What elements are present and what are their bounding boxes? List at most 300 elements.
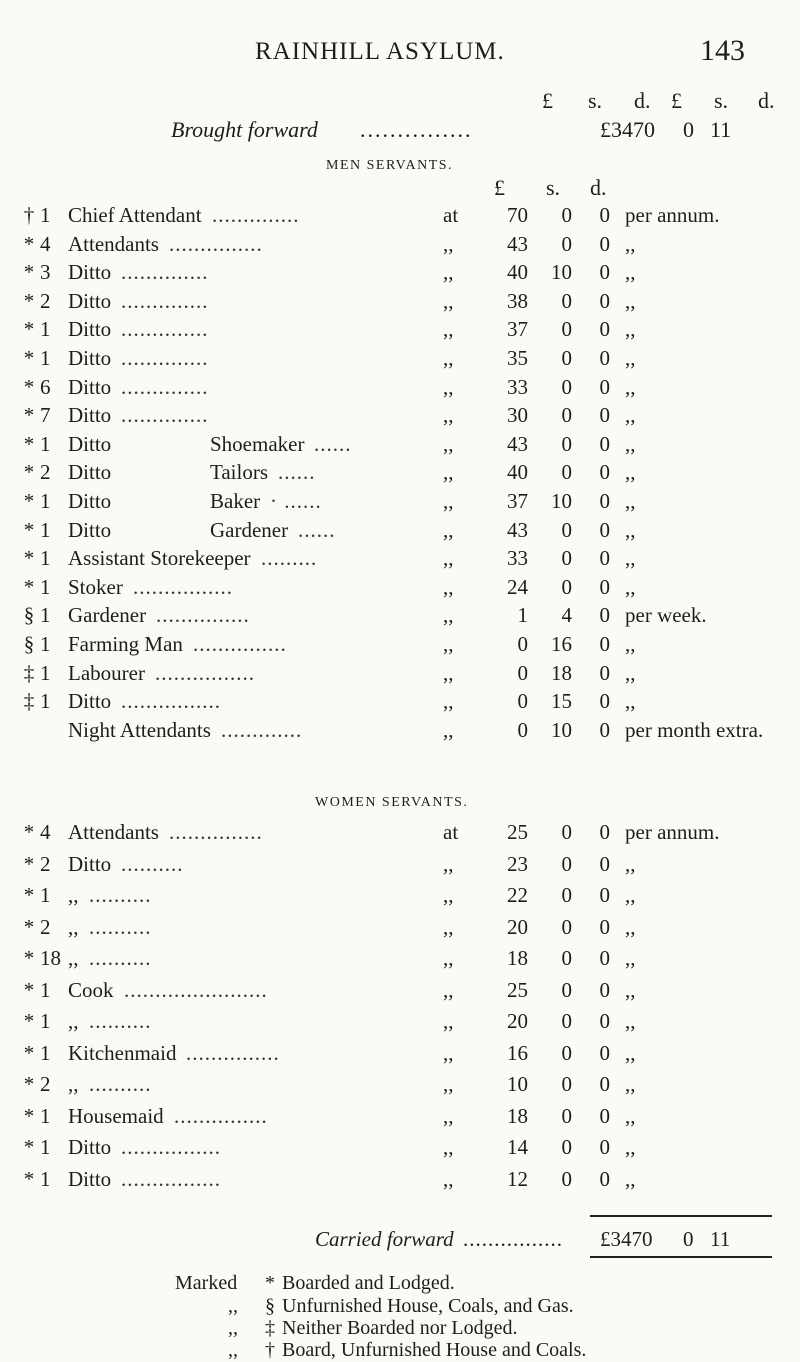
entry-pounds: 38 [507,288,528,313]
brought-forward-label: Brought forward [171,117,318,142]
dot-leader: ............... [186,1040,280,1065]
entry-rate-word: at [443,820,459,844]
entry-pence: 0 [599,914,610,939]
entry-rate-word: at [443,203,459,227]
entry-rate-word: ,, [443,1166,454,1191]
entry-period: ,, [625,288,636,313]
entry-shillings: 0 [561,820,572,844]
note-text: Board, Unfurnished House and Coals. [282,1339,587,1361]
dot-leader: .......... [89,1009,152,1033]
brought-forward-leader: ............... [360,117,473,142]
entry-period: ,, [625,689,636,714]
entry-shillings: 0 [561,1072,572,1096]
entry-shillings: 0 [561,317,572,342]
entry-shillings: 10 [551,489,572,513]
entry-rate-word: ,, [443,689,454,714]
note-text: Boarded and Lodged. [282,1272,455,1294]
entry-trade: Shoemaker [210,431,305,456]
entry-pounds: 14 [507,1135,528,1159]
dot-leader: .............. [212,203,300,227]
entry-rate-word: ,, [443,1135,454,1159]
entry-description: Attendants [68,231,159,256]
entry-period: ,, [625,1040,636,1065]
entry-description: Labourer [68,660,145,685]
entry-period: per month extra. [625,717,764,742]
entry-description: ,, [68,914,79,939]
entry-shillings: 0 [561,946,572,970]
running-header: RAINHILL ASYLUM. [255,38,505,65]
entry-description: Ditto [68,517,112,542]
entry-description: ,, [68,1072,79,1096]
entry-shillings: 0 [561,288,572,313]
entry-pounds: 43 [507,231,528,256]
entry-pence: 0 [599,1166,610,1191]
note-ditto: ,, [228,1295,238,1317]
entry-pence: 0 [599,603,610,628]
entry-rate-word: ,, [443,914,454,939]
table-row [0,1072,800,1102]
entry-rate-word: ,, [443,883,454,907]
entry-period: ,, [625,460,636,485]
entry-mark: † [23,203,35,227]
entry-pence: 0 [599,632,610,656]
entry-mark: * [23,574,35,599]
note-text: Unfurnished House, Coals, and Gas. [282,1295,574,1317]
pence-heading: d. [634,88,651,113]
entry-mark: * [23,431,35,456]
dot-leader: .......... [89,914,152,939]
entry-count: 1 [40,489,51,513]
table-row [0,820,800,850]
carried-forward-shillings: 0 [683,1227,694,1251]
entry-period: ,, [625,517,636,542]
entry-description: Cook [68,977,114,1002]
entry-pounds: 43 [507,517,528,542]
table-row [0,232,800,262]
entry-description: Farming Man [68,632,183,656]
entry-mark: * [23,946,35,970]
entry-shillings: 18 [551,660,572,685]
entry-description: Housemaid [68,1103,164,1128]
table-row [0,632,800,662]
entry-pence: 0 [599,346,610,370]
entry-count: 2 [40,460,51,485]
pence-heading-total: d. [758,88,775,113]
entry-period: ,, [625,1072,636,1096]
entry-count: 1 [40,603,51,628]
entry-mark: * [23,1166,35,1191]
table-row [0,883,800,913]
note-text: Neither Boarded nor Lodged. [282,1317,518,1339]
entry-shillings: 0 [561,1009,572,1033]
entry-pounds: 35 [507,346,528,370]
entry-pence: 0 [599,203,610,227]
dot-leader: ...... [298,517,336,542]
carried-forward-leader: ................ [463,1227,563,1251]
entry-shillings: 4 [561,603,572,628]
dot-leader: ...... [314,431,352,456]
entry-description: Ditto [68,851,112,876]
entry-count: 1 [40,203,51,227]
entry-mark: * [23,914,35,939]
entry-count: 2 [40,851,51,876]
table-row [0,289,800,319]
entry-rate-word: ,, [443,317,454,342]
entry-mark: * [23,851,35,876]
women-servants-heading: WOMEN SERVANTS. [315,795,469,810]
entry-shillings: 0 [561,1103,572,1128]
entry-pounds: 30 [507,403,528,428]
dot-leader: ...... [278,460,316,485]
note-symbol: * [265,1272,275,1294]
brought-forward-shillings: 0 [683,117,694,142]
shillings-heading: s. [588,88,603,113]
entry-pounds: 33 [507,374,528,399]
table-row [0,518,800,548]
dot-leader: .............. [121,403,209,428]
pounds-heading: £ [542,88,553,113]
entry-rate-word: ,, [443,546,454,571]
entry-period: ,, [625,546,636,571]
page-number: 143 [700,34,745,67]
entry-rate-word: ,, [443,1009,454,1033]
table-row [0,661,800,691]
dot-leader: .............. [121,346,209,370]
entry-pounds: 37 [507,489,528,513]
dot-leader: ............... [169,231,263,256]
note-symbol: † [265,1339,275,1361]
entry-pounds: 0 [517,717,528,742]
table-row [0,852,800,882]
dot-leader: ............. [221,717,303,742]
table-row [0,915,800,945]
entry-count: 1 [40,883,51,907]
entry-period: ,, [625,431,636,456]
entry-description: Ditto [68,288,112,313]
entry-count: 1 [40,689,51,714]
dot-leader: ............... [169,820,263,844]
note-ditto: ,, [228,1339,238,1361]
entry-mark: * [23,1009,35,1033]
entry-count: 18 [40,946,61,970]
entry-period: ,, [625,403,636,428]
entry-rate-word: ,, [443,1072,454,1096]
entry-rate-word: ,, [443,489,454,513]
entry-pounds: 10 [507,1072,528,1096]
entry-count: 1 [40,574,51,599]
entry-mark: * [23,374,35,399]
entry-count: 1 [40,1135,51,1159]
entry-description: Ditto [68,1166,112,1191]
entry-description: Ditto [68,403,112,428]
table-row [0,946,800,976]
entry-rate-word: ,, [443,346,454,370]
entry-mark: * [23,317,35,342]
entry-shillings: 0 [561,1166,572,1191]
entry-description: ,, [68,1009,79,1033]
entry-description: Attendants [68,820,159,844]
table-row [0,346,800,376]
entry-description: Ditto [68,346,112,370]
entry-description: Kitchenmaid [68,1040,177,1065]
entry-period: ,, [625,574,636,599]
entry-period: ,, [625,977,636,1002]
carried-forward-pence: 11 [710,1227,731,1251]
dot-leader: ............... [156,603,250,628]
entry-pounds: 37 [507,317,528,342]
entry-rate-word: ,, [443,574,454,599]
entry-pence: 0 [599,231,610,256]
entry-period: ,, [625,914,636,939]
entry-shillings: 10 [551,260,572,285]
entry-pounds: 40 [507,460,528,485]
entry-pounds: 24 [507,574,528,599]
entry-trade: Gardener [210,517,289,542]
brought-forward-pounds: £3470 [600,117,655,142]
entry-period: ,, [625,231,636,256]
entry-count: 1 [40,977,51,1002]
table-row [0,460,800,490]
entry-count: 1 [40,517,51,542]
entry-rate-word: ,, [443,1103,454,1128]
entry-shillings: 0 [561,203,572,227]
entry-mark: * [23,231,35,256]
brought-forward-pence: 11 [710,117,732,142]
table-row [0,203,800,233]
entry-pence: 0 [599,1072,610,1096]
men-shillings-heading: s. [546,175,561,200]
note-symbol: ‡ [265,1317,275,1339]
entry-shillings: 0 [561,546,572,571]
entry-pounds: 33 [507,546,528,571]
entry-mark: * [23,977,35,1002]
total-rule-bottom [590,1256,772,1258]
entry-rate-word: ,, [443,851,454,876]
entry-pence: 0 [599,517,610,542]
dot-leader: ................ [121,689,221,714]
entry-count: 1 [40,1103,51,1128]
dot-leader: .......... [121,851,184,876]
entry-description: Chief Attendant [68,203,202,227]
dot-leader: ................ [121,1166,221,1191]
entry-pounds: 20 [507,914,528,939]
entry-mark: * [23,1072,35,1096]
dot-leader: ......... [261,546,318,571]
entry-pence: 0 [599,1040,610,1065]
entry-shillings: 0 [561,851,572,876]
entry-count: 4 [40,820,51,844]
entry-mark: * [23,1103,35,1128]
entry-count: 2 [40,1072,51,1096]
entry-mark: * [23,288,35,313]
entry-mark: § [23,632,35,656]
entry-pounds: 25 [507,820,528,844]
entry-rate-word: ,, [443,946,454,970]
dot-leader: .......... [89,883,152,907]
entry-pence: 0 [599,946,610,970]
entry-period: ,, [625,374,636,399]
entry-count: 2 [40,288,51,313]
table-row [0,546,800,576]
table-row [0,1009,800,1039]
entry-shillings: 15 [551,689,572,714]
dot-leader: ................ [121,1135,221,1159]
dot-leader: .............. [121,317,209,342]
entry-shillings: 0 [561,883,572,907]
entry-pence: 0 [599,574,610,599]
entry-pounds: 16 [507,1040,528,1065]
entry-description: ,, [68,946,79,970]
entry-shillings: 0 [561,517,572,542]
entry-shillings: 0 [561,346,572,370]
entry-description: Ditto [68,689,112,714]
entry-pounds: 1 [517,603,528,628]
entry-pence: 0 [599,851,610,876]
entry-period: ,, [625,260,636,285]
pounds-heading-total: £ [671,88,682,113]
entry-mark: * [23,517,35,542]
entry-mark: * [23,883,35,907]
entry-pounds: 25 [507,977,528,1002]
entry-mark: § [23,603,35,628]
entry-pounds: 0 [517,660,528,685]
table-row [0,689,800,719]
entry-shillings: 0 [561,431,572,456]
entry-pence: 0 [599,883,610,907]
dot-leader: .............. [121,260,209,285]
entry-pence: 0 [599,374,610,399]
entry-rate-word: ,, [443,632,454,656]
entry-trade: Baker [210,489,261,513]
entry-mark: * [23,260,35,285]
entry-shillings: 0 [561,1040,572,1065]
entry-description: Ditto [68,374,112,399]
entry-period: per annum. [625,820,720,844]
entry-rate-word: ,, [443,403,454,428]
entry-count: 1 [40,1040,51,1065]
table-row [0,718,800,748]
notes-lead: Marked [175,1272,238,1294]
entry-mark: * [23,546,35,571]
entry-pounds: 12 [507,1166,528,1191]
entry-mark: * [23,346,35,370]
entry-pounds: 0 [517,689,528,714]
entry-count: 1 [40,632,51,656]
entry-pence: 0 [599,431,610,456]
entry-description: Ditto [68,460,112,485]
entry-period: ,, [625,946,636,970]
entry-period: per annum. [625,203,720,227]
entry-period: per week. [625,603,707,628]
entry-description: Night Attendants [68,717,211,742]
entry-count: 1 [40,660,51,685]
entry-description: Ditto [68,431,112,456]
entry-description: Ditto [68,317,112,342]
entry-pence: 0 [599,660,610,685]
entry-rate-word: ,, [443,431,454,456]
entry-rate-word: ,, [443,660,454,685]
entry-period: ,, [625,346,636,370]
table-row [0,1167,800,1197]
entry-mark: * [23,1040,35,1065]
entry-period: ,, [625,1103,636,1128]
entry-shillings: 16 [551,632,572,656]
shillings-heading-total: s. [714,88,729,113]
men-pounds-heading: £ [494,175,505,200]
entry-count: 7 [40,403,51,428]
entry-pounds: 20 [507,1009,528,1033]
entry-pence: 0 [599,1009,610,1033]
carried-forward-label: Carried forward [315,1227,454,1251]
entry-count: 1 [40,431,51,456]
men-pence-heading: d. [590,175,607,200]
table-row [0,603,800,633]
men-servants-heading: MEN SERVANTS. [326,158,454,173]
table-row [0,489,800,519]
table-row [0,1041,800,1071]
entry-pounds: 0 [517,632,528,656]
entry-pence: 0 [599,260,610,285]
entry-pence: 0 [599,489,610,513]
entry-count: 3 [40,260,51,285]
entry-pounds: 43 [507,431,528,456]
entry-pence: 0 [599,1103,610,1128]
entry-pence: 0 [599,977,610,1002]
entry-mark: * [23,820,35,844]
entry-shillings: 0 [561,574,572,599]
entry-period: ,, [625,1009,636,1033]
dot-leader: .............. [121,288,209,313]
entry-description: Ditto [68,489,112,513]
entry-rate-word: ,, [443,231,454,256]
entry-description: ,, [68,883,79,907]
entry-count: 6 [40,374,51,399]
entry-count: 2 [40,914,51,939]
entry-shillings: 0 [561,231,572,256]
carried-forward-pounds: £3470 [600,1227,653,1251]
entry-description: Gardener [68,603,147,628]
entry-shillings: 0 [561,977,572,1002]
entry-period: ,, [625,851,636,876]
dot-leader: ................ [155,660,255,685]
dot-leader: ............... [174,1103,268,1128]
entry-period: ,, [625,1166,636,1191]
total-rule-top [590,1215,772,1217]
entry-pounds: 23 [507,851,528,876]
entry-mark: * [23,1135,35,1159]
table-row [0,375,800,405]
dot-leader: .......... [89,946,152,970]
note-ditto: ,, [228,1317,238,1339]
entry-mark: ‡ [23,660,35,685]
entry-shillings: 0 [561,374,572,399]
table-row [0,317,800,347]
entry-shillings: 0 [561,403,572,428]
entry-pence: 0 [599,689,610,714]
entry-rate-word: ,, [443,717,454,742]
entry-pounds: 40 [507,260,528,285]
entry-rate-word: ,, [443,460,454,485]
entry-period: ,, [625,883,636,907]
entry-rate-word: ,, [443,977,454,1002]
table-row [0,1104,800,1134]
entry-shillings: 10 [551,717,572,742]
entry-pence: 0 [599,546,610,571]
entry-count: 4 [40,231,51,256]
entry-shillings: 0 [561,1135,572,1159]
entry-shillings: 0 [561,460,572,485]
table-row [0,432,800,462]
